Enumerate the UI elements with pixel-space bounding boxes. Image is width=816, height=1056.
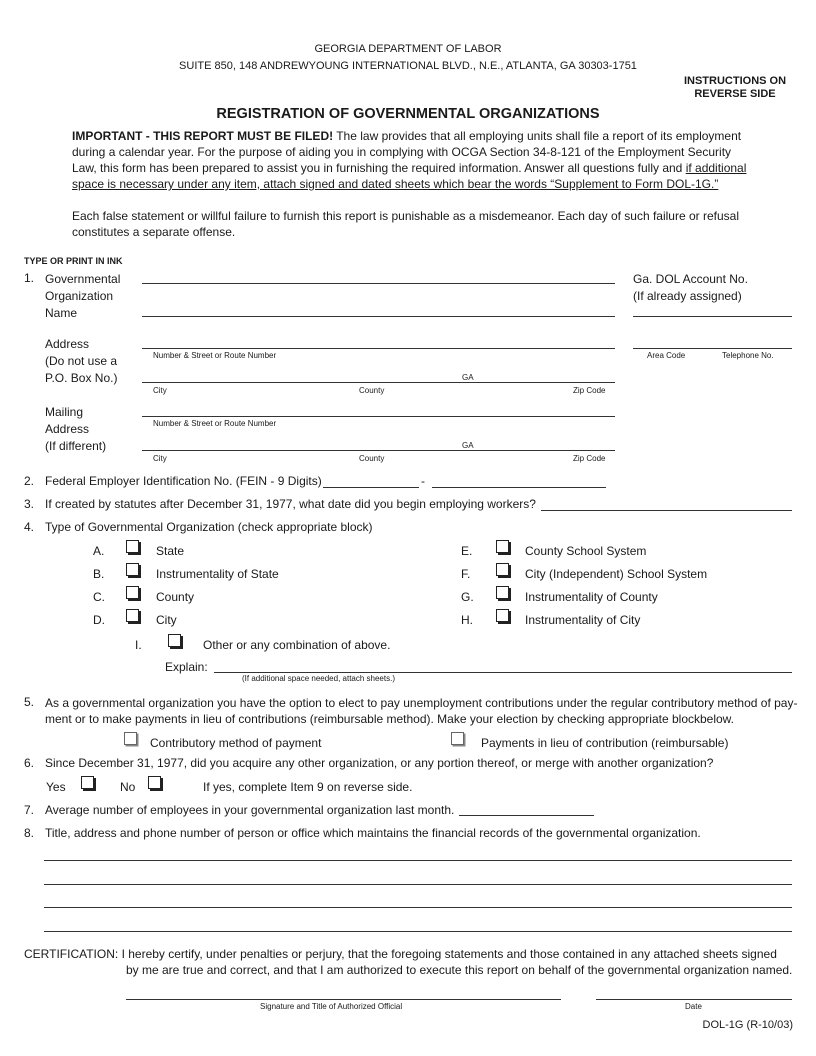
item8-number: 8. xyxy=(24,826,35,840)
state-ga: GA xyxy=(462,373,474,382)
option-city-checkbox[interactable] xyxy=(126,609,139,622)
acquisition-question: Since December 31, 1977, did you acquire any other organization, or any portion thereof, or merge with another organization? xyxy=(45,756,714,770)
item4-number: 4. xyxy=(24,520,35,534)
item7-number: 7. xyxy=(24,803,35,817)
fein-label: Federal Employer Identification No. (FEIN - 9 Digits) xyxy=(45,474,322,488)
certification-line1 xyxy=(24,947,777,961)
org-name-line-1[interactable] xyxy=(142,283,615,284)
option-state-checkbox[interactable] xyxy=(126,540,139,553)
certification-text-l2: by me are true and correct, and that I am authorized to execute this report on behalf of the governmental organization named. xyxy=(126,963,793,977)
payment-election-text-l1: As a governmental organization you have the option to elect to pay unemployment contributions under the regular contributory method of pay- xyxy=(45,696,798,710)
mailing-street-line[interactable] xyxy=(142,416,615,417)
financial-records-label: Title, address and phone number of person or office which maintains the financial records of the governmental organization. xyxy=(45,826,701,840)
fein-line-2[interactable] xyxy=(432,487,606,488)
contributory-checkbox[interactable] xyxy=(124,732,137,745)
certification-label: CERTIFICATION: xyxy=(24,947,119,961)
yes-checkbox[interactable] xyxy=(81,776,94,789)
option-city-label: City xyxy=(156,613,177,627)
no-checkbox[interactable] xyxy=(148,776,161,789)
no-label: No xyxy=(120,780,136,794)
instructions-note xyxy=(680,75,790,101)
option-county-label: County xyxy=(156,590,195,604)
financial-records-line-2[interactable] xyxy=(44,884,792,885)
type-or-print-note: TYPE OR PRINT IN INK xyxy=(24,256,123,266)
employing-date-line[interactable] xyxy=(541,510,792,511)
financial-records-line-1[interactable] xyxy=(44,860,792,861)
employees-line[interactable] xyxy=(459,815,594,816)
explain-note: (If additional space needed, attach sheets.) xyxy=(242,674,395,683)
option-state-label: State xyxy=(156,544,185,558)
mailing-zip-caption: Zip Code xyxy=(573,454,606,463)
address-label-l3: P.O. Box No.) xyxy=(45,371,118,385)
mailing-label-l2: Address xyxy=(45,422,90,436)
org-name-label-l1: Governmental xyxy=(45,272,121,286)
account-number-label xyxy=(633,271,748,305)
address-label xyxy=(45,336,117,387)
fein-dash: - xyxy=(421,474,425,488)
mailing-label-l3: (If different) xyxy=(45,439,107,453)
option-instrumentality-city-label: Instrumentality of City xyxy=(525,613,641,627)
department-address: SUITE 850, 148 ANDREWYOUNG INTERNATIONAL BLVD., N.E., ATLANTA, GA 30303-1751 xyxy=(179,60,637,72)
account-number-label-l1: Ga. DOL Account No. xyxy=(633,272,748,286)
item5-number: 5. xyxy=(24,695,35,709)
org-name-label-l3: Name xyxy=(45,306,78,320)
item3-number: 3. xyxy=(24,497,35,511)
option-other-checkbox[interactable] xyxy=(168,634,181,647)
reimbursable-checkbox[interactable] xyxy=(451,732,464,745)
mailing-city-caption: City xyxy=(153,454,167,463)
form-id: DOL-1G (R-10/03) xyxy=(702,1019,793,1031)
explain-label: Explain: xyxy=(165,660,208,674)
instructions-line1: INSTRUCTIONS ON xyxy=(683,75,787,87)
option-instrumentality-state-checkbox[interactable] xyxy=(126,563,139,576)
yes-label: Yes xyxy=(46,780,66,794)
option-h-letter: H. xyxy=(461,613,473,627)
employing-date-label: If created by statutes after December 31, 1977, what date did you begin employing workers? xyxy=(45,497,536,511)
org-name-label-l2: Organization xyxy=(45,289,114,303)
payment-election-text xyxy=(45,695,797,727)
option-i-letter: I. xyxy=(135,638,142,652)
mailing-city-county-zip-line[interactable] xyxy=(142,450,615,451)
mailing-label-l1: Mailing xyxy=(45,405,84,419)
intro-underlined-text: if additional space is necessary under any item, attach signed and dated sheets which bear the words “Supplement to Form DOL-1G.” xyxy=(72,161,747,191)
certification-text-l1: I hereby certify, under penalties or perjury, that the foregoing statements and those contained in any attached sheets signed xyxy=(118,947,777,961)
mailing-county-caption: County xyxy=(359,454,385,463)
option-d-letter: D. xyxy=(93,613,105,627)
payment-election-text-l2: ment or to make payments in lieu of contributions (reimbursable method). Make your election by checking appropriate blockbelow. xyxy=(45,712,735,726)
reimbursable-label: Payments in lieu of contribution (reimbursable) xyxy=(481,736,729,750)
employees-label: Average number of employees in your governmental organization last month. xyxy=(45,803,455,817)
penalty-paragraph: Each false statement or willful failure to furnish this report is punishable as a misdemeanor. Each day of such failure or refusal constitutes a separate offense. xyxy=(72,209,740,239)
option-f-letter: F. xyxy=(461,567,471,581)
item6-number: 6. xyxy=(24,756,35,770)
org-name-line-2[interactable] xyxy=(142,316,615,317)
form-title: REGISTRATION OF GOVERNMENTAL ORGANIZATIONS xyxy=(216,106,600,122)
option-other-label: Other or any combination of above. xyxy=(203,638,391,652)
org-type-label: Type of Governmental Organization (check appropriate block) xyxy=(45,520,373,534)
option-instrumentality-state-label: Instrumentality of State xyxy=(156,567,279,581)
org-name-label xyxy=(45,271,120,322)
city-county-zip-line[interactable] xyxy=(142,382,615,383)
option-county-checkbox[interactable] xyxy=(126,586,139,599)
city-caption: City xyxy=(153,386,167,395)
option-instrumentality-county-checkbox[interactable] xyxy=(496,586,509,599)
street-address-line[interactable] xyxy=(142,348,615,349)
option-instrumentality-city-checkbox[interactable] xyxy=(496,609,509,622)
important-notice: IMPORTANT - THIS REPORT MUST BE FILED! xyxy=(72,129,334,143)
option-county-school-checkbox[interactable] xyxy=(496,540,509,553)
option-city-school-label: City (Independent) School System xyxy=(525,567,708,581)
account-number-label-l2: (If already assigned) xyxy=(633,289,742,303)
acquisition-note: If yes, complete Item 9 on reverse side. xyxy=(203,780,413,794)
phone-line[interactable] xyxy=(633,348,792,349)
intro-text: The law provides that all employing units shall file a report of its employment during a calendar year. For the purpose of aiding you in complying with OCGA Section 34-8-121 of the Employment Security Law, this form has been prepared to assist you in furnishing the required information. Answer all questions fully and xyxy=(72,129,742,175)
date-caption: Date xyxy=(685,1002,702,1011)
address-label-l1: Address xyxy=(45,337,90,351)
instructions-line2: REVERSE SIDE xyxy=(694,88,776,100)
mailing-address-label xyxy=(45,404,106,455)
option-county-school-label: County School System xyxy=(525,544,647,558)
explain-line[interactable] xyxy=(214,672,792,673)
address-label-l2: (Do not use a xyxy=(45,354,118,368)
area-code-caption: Area Code xyxy=(647,351,686,360)
contributory-label: Contributory method of payment xyxy=(150,736,322,750)
financial-records-line-4[interactable] xyxy=(44,931,792,932)
telephone-caption: Telephone No. xyxy=(722,351,774,360)
option-b-letter: B. xyxy=(93,567,105,581)
signature-line[interactable] xyxy=(126,999,561,1000)
mailing-street-caption: Number & Street or Route Number xyxy=(153,419,277,428)
department-name: GEORGIA DEPARTMENT OF LABOR xyxy=(314,43,502,55)
option-g-letter: G. xyxy=(461,590,474,604)
fein-line-1[interactable] xyxy=(323,487,419,488)
option-c-letter: C. xyxy=(93,590,105,604)
option-e-letter: E. xyxy=(461,544,473,558)
option-city-school-checkbox[interactable] xyxy=(496,563,509,576)
item2-number: 2. xyxy=(24,474,35,488)
item1-number: 1. xyxy=(24,271,35,285)
street-caption: Number & Street or Route Number xyxy=(153,351,277,360)
intro-paragraph xyxy=(72,128,752,192)
financial-records-line-3[interactable] xyxy=(44,907,792,908)
mailing-state-ga: GA xyxy=(462,441,474,450)
date-line[interactable] xyxy=(596,999,792,1000)
option-instrumentality-county-label: Instrumentality of County xyxy=(525,590,658,604)
account-number-line[interactable] xyxy=(633,316,792,317)
county-caption: County xyxy=(359,386,385,395)
signature-caption: Signature and Title of Authorized Official xyxy=(260,1002,403,1011)
zip-caption: Zip Code xyxy=(573,386,606,395)
option-a-letter: A. xyxy=(93,544,105,558)
